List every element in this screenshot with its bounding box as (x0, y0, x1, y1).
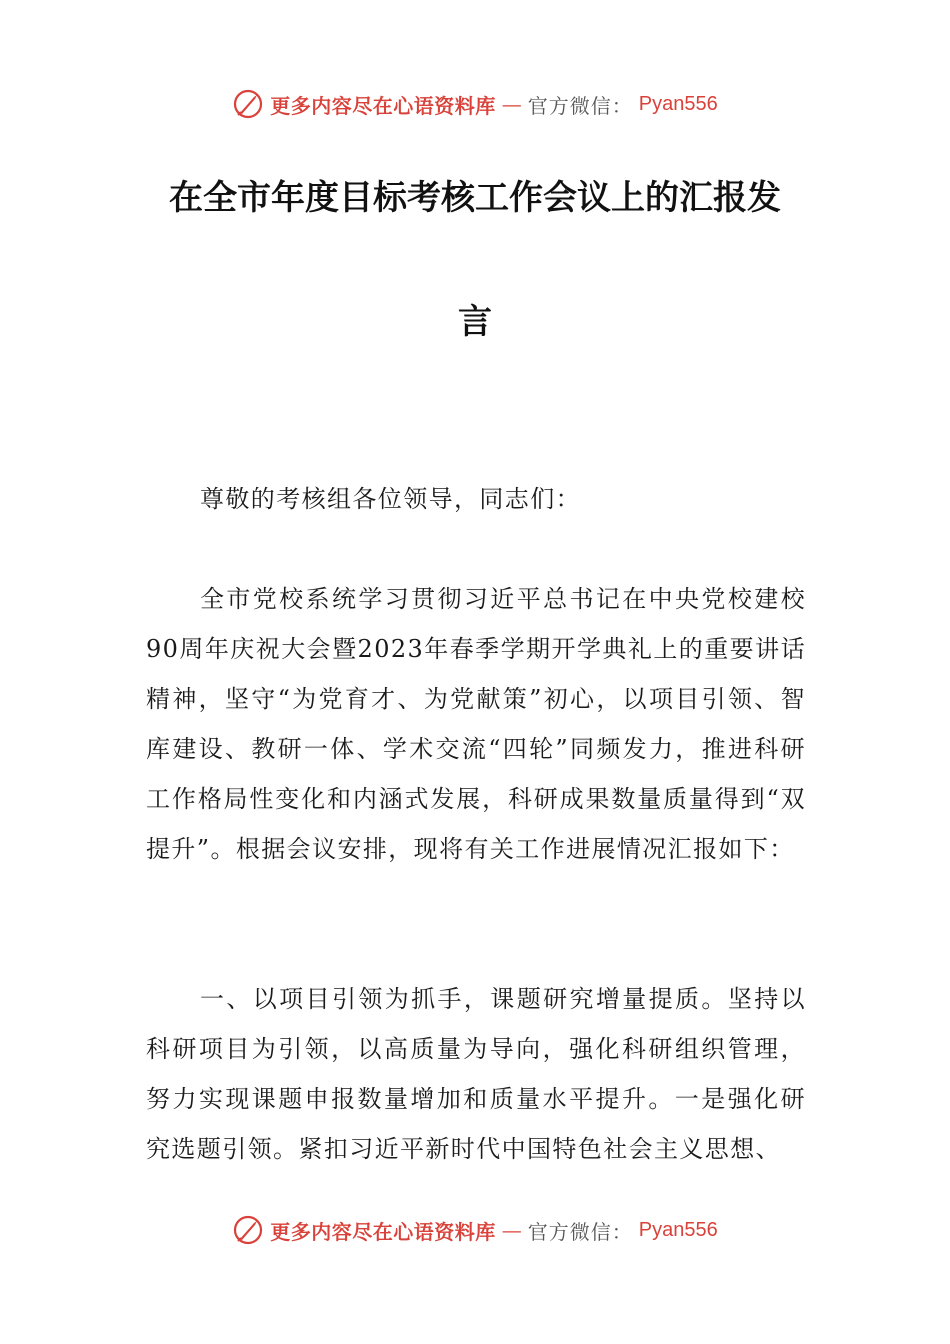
document-title-line2: 言 (458, 302, 492, 342)
watermark-label: 更多内容尽在心语资料库 (270, 93, 496, 118)
watermark-wechat-label: 官方微信： (527, 1219, 633, 1244)
watermark-dash: — (501, 1218, 522, 1242)
watermark-dash: — (501, 92, 522, 116)
quill-pen-circle-icon (232, 1214, 264, 1246)
greeting-paragraph: 尊敬的考核组各位领导，同志们： (200, 485, 581, 513)
body-paragraph-2: 一、以项目引领为抓手，课题研究增量提质。坚持以科研项目为引领，以高质量为导向，强化科研组织管理，努力实现课题申报数量增加和质量水平提升。一是强化研究选题引领。紧扣习近平新时代中国特色社会主义思想、 (146, 985, 806, 1163)
watermark-label: 更多内容尽在心语资料库 (270, 1219, 496, 1244)
watermark-wechat-id: Pyan556 (638, 1218, 718, 1241)
footer-watermark (0, 1212, 950, 1248)
watermark-wechat-label: 官方微信： (527, 93, 633, 118)
quill-pen-circle-icon (232, 88, 264, 120)
body-paragraph-1: 全市党校系统学习贯彻习近平总书记在中央党校建校90周年庆祝大会暨2023年春季学期开学典礼上的重要讲话精神，坚守“为党育才、为党献策”初心，以项目引领、智库建设、教研一体、学术交流“四轮”同频发力，推进科研工作格局性变化和内涵式发展，科研成果数量质量得到“双提升”。根据会议安排，现将有关工作进展情况汇报如下： (146, 585, 806, 863)
watermark-wechat-id: Pyan556 (638, 92, 718, 115)
header-watermark (0, 86, 950, 122)
document-title-line1: 在全市年度目标考核工作会议上的汇报发 (169, 178, 781, 218)
